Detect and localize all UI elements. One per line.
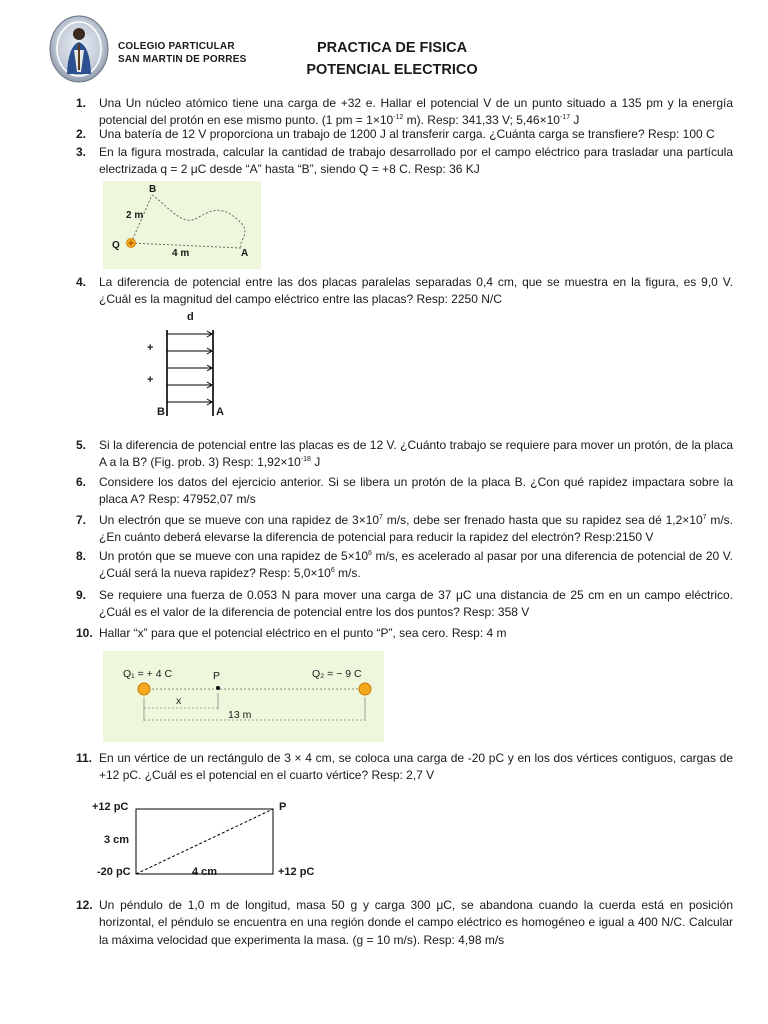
problem-11 (76, 750, 733, 785)
problem-number: 9. (76, 588, 87, 602)
problem-text: Una Un núcleo atómico tiene una carga de +32 e. Hallar el potencial V de un punto situado a 135 pm y la energía potencial del protón en ese mismo punto. (1 pm = $1\times 10^{-12}$ m). Resp: 341,33 V; $5,46\times 10^{-17}$ J (99, 96, 733, 128)
label-q1: Q₁ = + 4 C (123, 668, 173, 680)
problem-text: Un electrón que se mueve con una rapidez de $3\times 10^7$ m/s, debe ser frenado hasta que su rapidez sea dé $1,2\times 10^7$ m/s. ¿En cuánto deberá elevarse la diferencia de potencial para reducir la rapidez del electrón? Resp:2150 V (99, 513, 733, 545)
problem-number: 12. (76, 898, 93, 912)
label-d: d (187, 311, 194, 323)
problem-number: 6. (76, 475, 87, 489)
problem-7 (76, 512, 733, 547)
label-top-left-charge: +12 pC (92, 801, 129, 813)
problem-10 (76, 625, 733, 642)
label-p: P (213, 670, 221, 682)
figure-rectangle-charges (92, 796, 332, 884)
label-b: B (149, 184, 157, 195)
problem-text: La diferencia de potencial entre las dos placas paralelas separadas 0,4 cm, que se muestra en la figura, es 9,0 V. ¿Cuál es la magnitud del campo eléctrico entre las placas? Resp: 2250 N/C (99, 275, 733, 307)
label-a: A (241, 248, 249, 259)
problem-text: Una batería de 12 V proporciona un trabajo de 1200 J al transferir carga. ¿Cuánta carga se transfiere? Resp: 100 C (99, 127, 715, 141)
plus-sign: + (147, 374, 154, 386)
school-name-line1: COLEGIO PARTICULAR (118, 41, 235, 52)
problem-number: 11. (76, 751, 93, 765)
label-2m: 2 m (126, 210, 144, 221)
problem-4 (76, 274, 733, 309)
figure-parallel-plates (140, 309, 240, 424)
problem-1 (76, 95, 733, 130)
label-q2: Q₂ = − 9 C (312, 668, 362, 680)
figure-two-charges (103, 651, 384, 742)
label-p: P (279, 801, 287, 813)
problem-12 (76, 897, 733, 949)
problem-text: Si la diferencia de potencial entre las placas es de 12 V. ¿Cuánto trabajo se requiere para mover un protón, de la placa A a la B? (Fig. prob. 3) Resp: $1,92\times 10^{-18}$ J (99, 438, 733, 470)
figure-charge-path (103, 181, 261, 269)
problem-8 (76, 548, 733, 583)
label-4cm: 4 cm (192, 866, 218, 878)
problem-9 (76, 587, 733, 622)
school-name-line2: SAN MARTIN DE PORRES (118, 54, 247, 65)
problem-number: 2. (76, 127, 87, 141)
label-bottom-right-charge: +12 pC (278, 866, 315, 878)
problem-6 (76, 474, 733, 509)
problem-text: Un péndulo de 1,0 m de longitud, masa 50 g y carga 300 μC, se abandona cuando la cuerda está en posición horizontal, el péndulo se encuentra en una región donde el campo eléctrico es homogéneo e igual a 400 N/C. Calcular la máxima velocidad que experimenta la masa. (g = 10 m/s). Resp: 4,98 m/s (99, 898, 733, 947)
problem-number: 7. (76, 513, 87, 527)
label-3cm: 3 cm (104, 834, 130, 846)
problem-number: 1. (76, 96, 87, 110)
problem-text: En un vértice de un rectángulo de 3 × 4 cm, se coloca una carga de -20 pC y en los dos vértices contiguos, cargas de +12 pC. ¿Cuál es el potencial en el cuarto vértice? Resp: 2,7 V (99, 751, 733, 783)
label-x: x (176, 695, 182, 707)
problem-2 (76, 126, 733, 143)
label-b: B (157, 406, 165, 418)
label-a: A (216, 406, 224, 418)
page-subtitle: POTENCIAL ELECTRICO (306, 62, 478, 78)
problem-number: 8. (76, 549, 87, 563)
problem-5 (76, 437, 733, 472)
problem-text: Hallar “x” para que el potencial eléctrico en el punto “P”, sea cero. Resp: 4 m (99, 626, 507, 640)
problem-text: Un protón que se mueve con una rapidez de $5\times 10^6$ m/s, es acelerado al pasar por una diferencia de potencial de 20 V. ¿Cuál será la nueva rapidez? Resp: $5,0\times 10^6$ m/s. (99, 549, 734, 581)
label-4m: 4 m (172, 248, 190, 259)
page-title: PRACTICA DE FISICA (316, 40, 468, 56)
label-13m: 13 m (228, 709, 252, 721)
problem-number: 3. (76, 145, 87, 159)
problem-text: En la figura mostrada, calcular la cantidad de trabajo desarrollado por el campo eléctrico para trasladar una partícula electrizada q = 2 μC desde “A” hasta “B”, siendo Q = +8 C. Resp: 36 KJ (99, 145, 733, 177)
problem-text: Considere los datos del ejercicio anterior. Si se libera un protón de la placa B. ¿Con qué rapidez impactara sobre la placa A? Resp: 47952,07 m/s (99, 475, 733, 507)
label-bottom-left-charge: -20 pC (97, 866, 131, 878)
problem-number: 10. (76, 626, 93, 640)
label-q: Q (112, 240, 120, 251)
problem-3 (76, 144, 733, 179)
problem-text: Se requiere una fuerza de 0.053 N para mover una carga de 37 μC una distancia de 25 cm en un campo eléctrico. ¿Cuál es el valor de la diferencia de potencial entre los dos puntos? Resp: 358 V (99, 588, 733, 620)
problem-number: 4. (76, 275, 87, 289)
plus-sign: + (147, 342, 154, 354)
school-logo (48, 14, 110, 84)
problem-number: 5. (76, 438, 87, 452)
